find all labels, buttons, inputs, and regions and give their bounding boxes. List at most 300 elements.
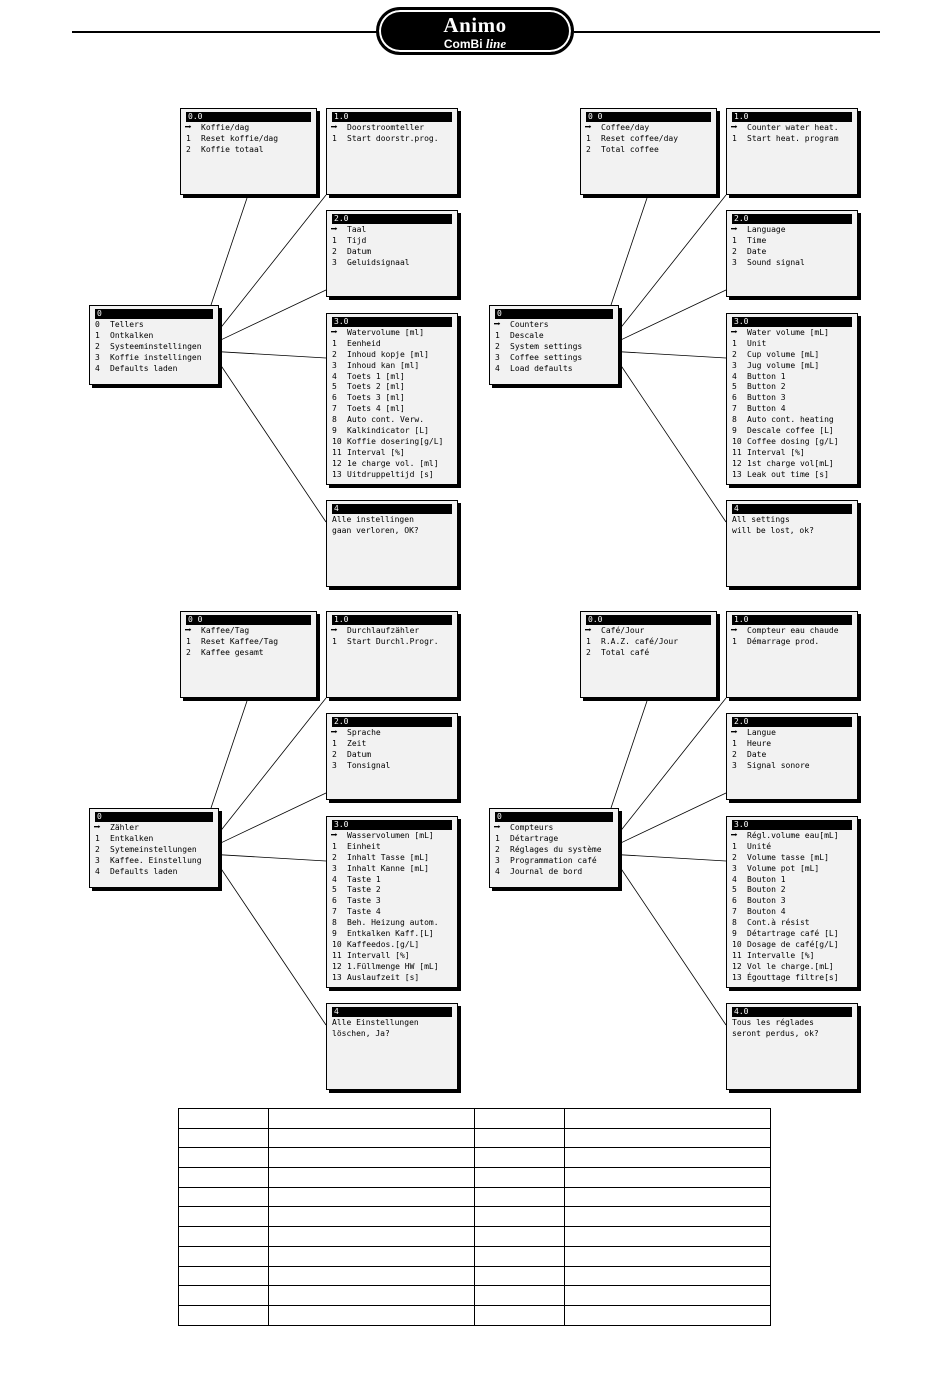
menu-row-label: Uitdruppeltijd [s] bbox=[347, 469, 434, 479]
menu-row bbox=[732, 328, 852, 339]
menu-row-label: Toets 2 [ml] bbox=[347, 382, 405, 392]
menu-row bbox=[95, 342, 213, 353]
menu-row bbox=[732, 918, 852, 929]
screen-title: 0 bbox=[495, 309, 613, 319]
menu-row-number: 11 bbox=[332, 447, 342, 457]
menu-row-number: 12 bbox=[332, 458, 342, 468]
menu-row-number: 1 bbox=[732, 636, 737, 646]
menu-row-number: 5 bbox=[732, 885, 737, 895]
menu-row bbox=[332, 350, 452, 361]
menu-row-label: Systeeminstellingen bbox=[110, 341, 202, 351]
menu-row-label: Toets 4 [ml] bbox=[347, 404, 405, 414]
menu-row-label: Taal bbox=[347, 225, 367, 234]
menu-row bbox=[186, 134, 311, 145]
menu-row-label: Descale bbox=[510, 330, 544, 340]
menu-row bbox=[586, 637, 711, 648]
menu-row-number: 3 bbox=[332, 360, 337, 370]
menu-row bbox=[732, 907, 852, 918]
table-row bbox=[179, 1168, 771, 1188]
menu-row-number: 1 bbox=[95, 833, 100, 843]
table-cell bbox=[565, 1148, 771, 1168]
menu-row-label: Signal sonore bbox=[747, 760, 810, 770]
menu-row bbox=[495, 331, 613, 342]
arrow-right-icon: ➡ bbox=[330, 625, 338, 636]
menu-row bbox=[186, 648, 311, 659]
arrow-right-icon: ➡ bbox=[330, 224, 338, 235]
menu-row-label: Datum bbox=[347, 749, 372, 759]
table-cell bbox=[475, 1305, 565, 1325]
menu-row-number: 7 bbox=[732, 404, 737, 414]
screen-title: 0 bbox=[95, 309, 213, 319]
menu-row bbox=[332, 247, 452, 258]
menu-row bbox=[732, 750, 852, 761]
table-cell bbox=[179, 1207, 269, 1227]
screen-title: 3.0 bbox=[732, 317, 852, 327]
menu-row bbox=[586, 626, 711, 637]
menu-row-number: 4 bbox=[495, 866, 500, 876]
screen-title: 3.0 bbox=[332, 317, 452, 327]
menu-row bbox=[732, 739, 852, 750]
menu-row-label: Inhoud kopje [ml] bbox=[347, 349, 429, 359]
table-cell bbox=[269, 1227, 475, 1247]
menu-row bbox=[495, 364, 613, 375]
menu-row bbox=[732, 437, 852, 448]
menu-row-number: 1 bbox=[586, 133, 591, 143]
menu-row bbox=[332, 339, 452, 350]
menu-row-label: Heure bbox=[747, 738, 772, 748]
menu-row-label: Inhoud kan [ml] bbox=[347, 360, 420, 370]
menu-row bbox=[586, 648, 711, 659]
menu-row-number: 13 bbox=[332, 469, 342, 479]
menu-row-label: Kaffee/Tag bbox=[201, 626, 250, 635]
menu-row bbox=[732, 372, 852, 383]
table-row bbox=[179, 1148, 771, 1168]
menu-row bbox=[332, 470, 452, 481]
menu-row-number: 11 bbox=[732, 447, 742, 457]
menu-row-number: 6 bbox=[332, 393, 337, 403]
menu-row-label: Leak out time [s] bbox=[747, 469, 829, 479]
menu-row-number: 2 bbox=[586, 647, 591, 657]
menu-row-number: 4 bbox=[732, 874, 737, 884]
menu-row bbox=[332, 637, 452, 648]
table-cell bbox=[269, 1266, 475, 1286]
table-cell bbox=[475, 1187, 565, 1207]
screen-title: 3.0 bbox=[732, 820, 852, 830]
connector-line bbox=[219, 866, 326, 1025]
menu-row-number: 1 bbox=[732, 133, 737, 143]
menu-row-number: 1 bbox=[186, 636, 191, 646]
menu-row-number: 10 bbox=[332, 436, 342, 446]
menu-row-label: Counter water heat. bbox=[747, 123, 839, 132]
menu-row bbox=[732, 1018, 852, 1029]
menu-row-label: Reset Kaffee/Tag bbox=[201, 636, 279, 646]
lcd-screen-1-0 bbox=[726, 108, 858, 195]
connector-line bbox=[219, 855, 326, 861]
menu-row-label: Intervall [%] bbox=[347, 950, 410, 960]
menu-row-number: 3 bbox=[95, 352, 100, 362]
table-row bbox=[179, 1266, 771, 1286]
table-row bbox=[179, 1187, 771, 1207]
menu-row bbox=[186, 626, 311, 637]
menu-row-label: Doorstroomteller bbox=[347, 123, 425, 132]
table-cell bbox=[475, 1286, 565, 1306]
table-row bbox=[179, 1207, 771, 1227]
menu-row-label: Tijd bbox=[347, 235, 367, 245]
menu-row-label: 1st charge vol[mL] bbox=[747, 458, 834, 468]
menu-row bbox=[495, 834, 613, 845]
menu-row-number: 2 bbox=[95, 844, 100, 854]
lcd-screen-2-0 bbox=[726, 210, 858, 297]
menu-row bbox=[332, 739, 452, 750]
table-row bbox=[179, 1305, 771, 1325]
screen-title: 1.0 bbox=[732, 615, 852, 625]
menu-row-label: Cont.à résist bbox=[747, 918, 810, 928]
table-cell bbox=[179, 1187, 269, 1207]
menu-row-number: 13 bbox=[332, 972, 342, 982]
connector-line bbox=[219, 290, 326, 341]
arrow-right-icon: ➡ bbox=[184, 122, 192, 133]
menu-row-label: Reset koffie/dag bbox=[201, 133, 279, 143]
screen-title: 0 0 bbox=[186, 615, 311, 625]
menu-row bbox=[332, 258, 452, 269]
table-cell bbox=[269, 1286, 475, 1306]
menu-row bbox=[332, 225, 452, 236]
table-cell bbox=[475, 1128, 565, 1148]
menu-row bbox=[732, 962, 852, 973]
menu-row bbox=[732, 940, 852, 951]
connector-line bbox=[611, 198, 647, 305]
arrow-right-icon: ➡ bbox=[584, 122, 592, 133]
menu-row bbox=[732, 637, 852, 648]
menu-row-number: 2 bbox=[732, 749, 737, 759]
table-cell bbox=[179, 1286, 269, 1306]
connector-line bbox=[611, 701, 647, 808]
menu-row-number: 12 bbox=[332, 961, 342, 971]
table-cell bbox=[269, 1305, 475, 1325]
connector-line bbox=[211, 701, 247, 808]
lcd-screen-1-0 bbox=[326, 108, 458, 195]
menu-row-label: Button 4 bbox=[747, 404, 786, 414]
menu-row-label: Unit bbox=[747, 338, 767, 348]
menu-row bbox=[332, 328, 452, 339]
menu-row-label: Entkalken Kaff.[L] bbox=[347, 929, 434, 939]
menu-row-number: 1 bbox=[495, 330, 500, 340]
menu-row-label: Bouton 3 bbox=[747, 896, 786, 906]
menu-row-label: Alle instellingen bbox=[332, 515, 414, 524]
menu-row-number: 10 bbox=[732, 436, 742, 446]
connector-line bbox=[619, 352, 726, 358]
menu-row-label: Volume pot [mL] bbox=[747, 863, 820, 873]
table-cell bbox=[475, 1207, 565, 1227]
menu-row bbox=[332, 962, 452, 973]
menu-row bbox=[332, 973, 452, 984]
menu-row bbox=[186, 145, 311, 156]
menu-row-label: will be lost, ok? bbox=[732, 525, 814, 535]
menu-row-label: System settings bbox=[510, 341, 583, 351]
lcd-screen-0-0 bbox=[580, 611, 717, 698]
menu-row-label: Koffie dosering[g/L] bbox=[347, 436, 444, 446]
arrow-right-icon: ➡ bbox=[730, 830, 738, 841]
menu-row-label: Régl.volume eau[mL] bbox=[747, 831, 839, 840]
menu-row-label: Zähler bbox=[110, 823, 139, 832]
menu-row-number: 12 bbox=[732, 961, 742, 971]
menu-row-label: Koffie totaal bbox=[201, 144, 264, 154]
menu-row-number: 8 bbox=[732, 415, 737, 425]
menu-row bbox=[332, 404, 452, 415]
lcd-screen-0-0 bbox=[580, 108, 717, 195]
menu-row-number: 2 bbox=[732, 852, 737, 862]
screen-title: 3.0 bbox=[332, 820, 452, 830]
connector-line bbox=[219, 793, 326, 844]
screen-title: 0.0 bbox=[186, 112, 311, 122]
table-cell bbox=[565, 1168, 771, 1188]
arrow-right-icon: ➡ bbox=[93, 822, 101, 833]
arrow-right-icon: ➡ bbox=[330, 727, 338, 738]
menu-row-label: Total coffee bbox=[601, 144, 659, 154]
menu-row-label: Coffee settings bbox=[510, 352, 583, 362]
menu-row bbox=[732, 350, 852, 361]
menu-row-number: 2 bbox=[332, 749, 337, 759]
menu-row-number: 1 bbox=[495, 833, 500, 843]
menu-row-label: Counters bbox=[510, 320, 549, 329]
menu-row-number: 1 bbox=[332, 841, 337, 851]
table-cell bbox=[475, 1266, 565, 1286]
menu-row-label: Auto cont. heating bbox=[747, 415, 834, 425]
menu-row-label: Beh. Heizung autom. bbox=[347, 918, 439, 928]
lcd-screen-2-0 bbox=[726, 713, 858, 800]
menu-row bbox=[495, 856, 613, 867]
menu-row-number: 4 bbox=[332, 371, 337, 381]
menu-row-number: 3 bbox=[95, 855, 100, 865]
menu-row bbox=[732, 123, 852, 134]
menu-row bbox=[332, 853, 452, 864]
connector-line bbox=[219, 698, 326, 833]
menu-row-number: 2 bbox=[332, 246, 337, 256]
table-row bbox=[179, 1227, 771, 1247]
menu-row-label: Start doorstr.prog. bbox=[347, 133, 439, 143]
screen-title: 2.0 bbox=[332, 717, 452, 727]
menu-row bbox=[495, 867, 613, 878]
menu-row-label: Interval [%] bbox=[747, 447, 805, 457]
lcd-screen-2-0 bbox=[326, 210, 458, 297]
connector-line bbox=[219, 352, 326, 358]
menu-row bbox=[332, 437, 452, 448]
menu-row-label: 1e charge vol. [ml] bbox=[347, 458, 439, 468]
table-cell bbox=[475, 1168, 565, 1188]
menu-row-number: 2 bbox=[332, 349, 337, 359]
connector-line bbox=[619, 363, 726, 522]
menu-row bbox=[732, 470, 852, 481]
connector-line bbox=[219, 363, 326, 522]
lcd-screen-4-0 bbox=[726, 1003, 858, 1090]
table-cell bbox=[565, 1227, 771, 1247]
menu-row-label: Datum bbox=[347, 246, 372, 256]
menu-row-number: 9 bbox=[732, 929, 737, 939]
menu-row-number: 3 bbox=[332, 760, 337, 770]
menu-row-label: Programmation café bbox=[510, 855, 597, 865]
menu-row-number: 0 bbox=[95, 320, 100, 329]
table-cell bbox=[269, 1128, 475, 1148]
table-cell bbox=[179, 1168, 269, 1188]
menu-row bbox=[732, 842, 852, 853]
menu-row-label: Cup volume [mL] bbox=[747, 349, 820, 359]
menu-row bbox=[732, 526, 852, 537]
lcd-screen-0 bbox=[489, 808, 619, 888]
menu-row-number: 11 bbox=[732, 950, 742, 960]
menu-row bbox=[732, 247, 852, 258]
table-cell bbox=[269, 1109, 475, 1129]
logo-subbrand: ComBi line bbox=[443, 36, 507, 51]
table-cell bbox=[565, 1266, 771, 1286]
menu-row bbox=[332, 361, 452, 372]
arrow-right-icon: ➡ bbox=[330, 327, 338, 338]
menu-row-number: 5 bbox=[332, 382, 337, 392]
menu-row bbox=[495, 342, 613, 353]
table-cell bbox=[565, 1305, 771, 1325]
menu-row bbox=[332, 918, 452, 929]
table-cell bbox=[179, 1128, 269, 1148]
menu-row bbox=[332, 236, 452, 247]
screen-title: 4.0 bbox=[732, 1007, 852, 1017]
menu-row-label: Sytemeinstellungen bbox=[110, 844, 197, 854]
menu-row-label: Load defaults bbox=[510, 363, 573, 373]
screen-title: 4 bbox=[332, 504, 452, 514]
menu-row bbox=[332, 372, 452, 383]
menu-row-label: Coffee dosing [g/L] bbox=[747, 436, 839, 446]
menu-row bbox=[586, 134, 711, 145]
menu-row bbox=[732, 236, 852, 247]
menu-row-label: Start heat. program bbox=[747, 133, 839, 143]
menu-row-number: 3 bbox=[732, 360, 737, 370]
menu-row-label: Water volume [mL] bbox=[747, 328, 829, 337]
arrow-right-icon: ➡ bbox=[493, 319, 501, 330]
menu-row bbox=[95, 867, 213, 878]
menu-row bbox=[332, 426, 452, 437]
menu-row-number: 13 bbox=[732, 972, 742, 982]
menu-row-number: 1 bbox=[332, 338, 337, 348]
menu-row-number: 2 bbox=[586, 144, 591, 154]
menu-row-label: Koffie/dag bbox=[201, 123, 250, 132]
menu-row-label: Tellers bbox=[110, 320, 144, 329]
lcd-screen-2-0 bbox=[326, 713, 458, 800]
menu-row bbox=[332, 459, 452, 470]
table-row bbox=[179, 1286, 771, 1306]
menu-row-label: gaan verloren, OK? bbox=[332, 525, 419, 535]
menu-row bbox=[332, 929, 452, 940]
table-cell bbox=[269, 1207, 475, 1227]
menu-row-number: 2 bbox=[186, 144, 191, 154]
menu-row-label: Café/Jour bbox=[601, 626, 645, 635]
menu-row-label: Compteur eau chaude bbox=[747, 626, 839, 635]
arrow-right-icon: ➡ bbox=[730, 625, 738, 636]
menu-row bbox=[732, 885, 852, 896]
menu-row bbox=[732, 875, 852, 886]
connector-line bbox=[619, 855, 726, 861]
menu-row-label: Entkalken bbox=[110, 833, 154, 843]
menu-row bbox=[95, 856, 213, 867]
menu-row-number: 5 bbox=[332, 885, 337, 895]
lcd-screen-0 bbox=[89, 305, 219, 385]
menu-row-number: 4 bbox=[332, 874, 337, 884]
menu-row bbox=[732, 448, 852, 459]
menu-row-label: Taste 2 bbox=[347, 885, 381, 895]
table-cell bbox=[269, 1148, 475, 1168]
menu-row-number: 9 bbox=[732, 426, 737, 436]
menu-row-number: 1 bbox=[332, 235, 337, 245]
lcd-screen-0 bbox=[89, 808, 219, 888]
menu-row-label: All settings bbox=[732, 515, 790, 524]
menu-row-label: Language bbox=[747, 225, 786, 234]
menu-row-label: Sound signal bbox=[747, 257, 805, 267]
menu-row-number: 3 bbox=[495, 855, 500, 865]
menu-row bbox=[332, 728, 452, 739]
table-cell bbox=[565, 1286, 771, 1306]
connector-line bbox=[619, 866, 726, 1025]
menu-row bbox=[732, 515, 852, 526]
menu-row-number: 10 bbox=[732, 939, 742, 949]
table-cell bbox=[475, 1148, 565, 1168]
menu-row-number: 3 bbox=[332, 863, 337, 873]
menu-row-label: Geluidsignaal bbox=[347, 257, 410, 267]
menu-row-number: 2 bbox=[186, 647, 191, 657]
connector-line bbox=[219, 195, 326, 330]
lcd-screen-3-0 bbox=[726, 313, 858, 485]
menu-row bbox=[732, 626, 852, 637]
arrow-right-icon: ➡ bbox=[493, 822, 501, 833]
table-cell bbox=[565, 1109, 771, 1129]
menu-row bbox=[732, 864, 852, 875]
menu-row bbox=[332, 526, 452, 537]
menu-row bbox=[732, 404, 852, 415]
menu-row-number: 9 bbox=[332, 929, 337, 939]
table-cell bbox=[179, 1305, 269, 1325]
menu-row-label: Eenheid bbox=[347, 338, 381, 348]
menu-row-label: Kaffee. Einstellung bbox=[110, 855, 202, 865]
table-cell bbox=[565, 1128, 771, 1148]
menu-row bbox=[732, 225, 852, 236]
menu-row-number: 4 bbox=[495, 363, 500, 373]
menu-row-number: 7 bbox=[732, 907, 737, 917]
screen-title: 0 0 bbox=[586, 112, 711, 122]
menu-row bbox=[732, 831, 852, 842]
connector-line bbox=[619, 793, 726, 844]
menu-row-label: Tonsignal bbox=[347, 760, 391, 770]
menu-row bbox=[332, 875, 452, 886]
menu-row-label: Coffee/day bbox=[601, 123, 650, 132]
table-cell bbox=[179, 1109, 269, 1129]
table-cell bbox=[179, 1266, 269, 1286]
screen-title: 1.0 bbox=[732, 112, 852, 122]
menu-row-number: 4 bbox=[732, 371, 737, 381]
menu-row-number: 1 bbox=[95, 330, 100, 340]
menu-row-label: löschen, Ja? bbox=[332, 1028, 390, 1038]
menu-row-number: 3 bbox=[495, 352, 500, 362]
table-cell bbox=[269, 1168, 475, 1188]
screen-title: 4 bbox=[332, 1007, 452, 1017]
menu-row-label: Jug volume [mL] bbox=[747, 360, 820, 370]
menu-row-label: Détartrage café [L] bbox=[747, 929, 839, 939]
menu-row-number: 8 bbox=[732, 918, 737, 928]
menu-row bbox=[332, 415, 452, 426]
menu-row-label: Defaults laden bbox=[110, 866, 178, 876]
menu-row bbox=[332, 134, 452, 145]
menu-row bbox=[732, 896, 852, 907]
menu-row bbox=[586, 145, 711, 156]
table-cell bbox=[475, 1227, 565, 1247]
menu-row-label: Button 1 bbox=[747, 371, 786, 381]
screen-title: 2.0 bbox=[732, 214, 852, 224]
menu-row-label: Button 2 bbox=[747, 382, 786, 392]
